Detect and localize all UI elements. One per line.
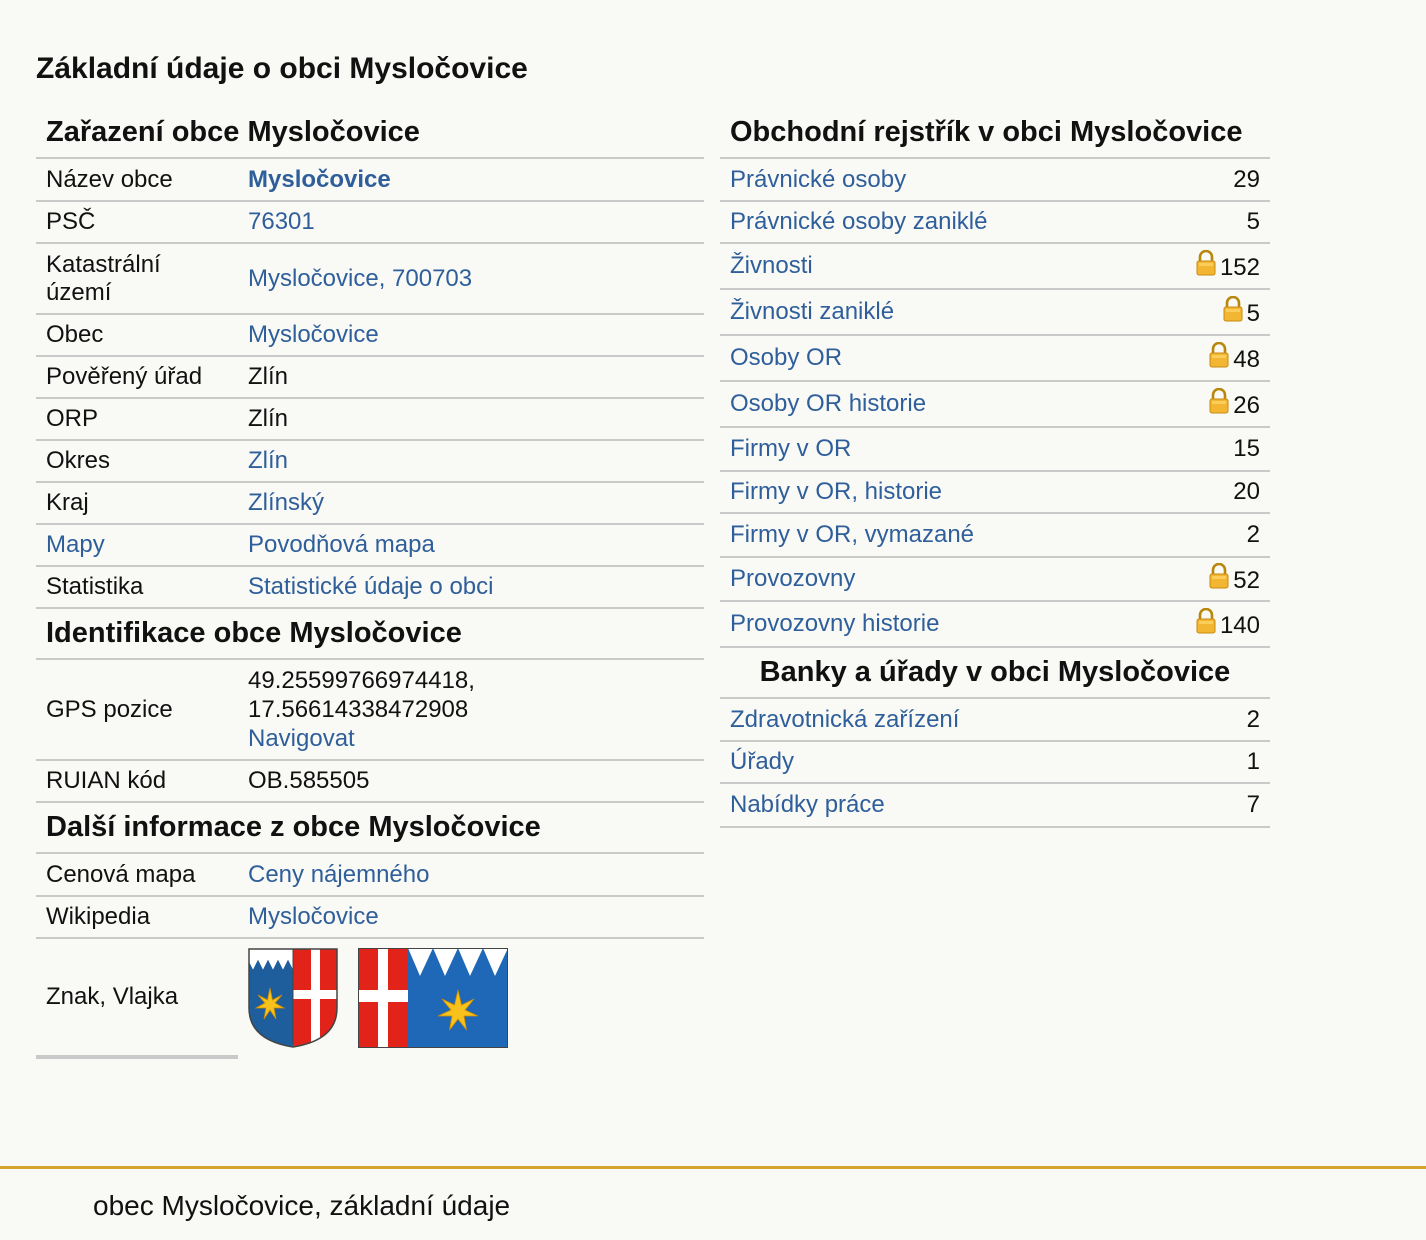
row-value: Zlín [238, 356, 704, 398]
table-row [720, 335, 1270, 381]
rejstrik-link[interactable]: Firmy v OR, vymazané [730, 521, 975, 548]
count-value: 5 [1246, 300, 1260, 327]
rejstrik-row-count [1130, 557, 1270, 601]
lock-icon [1209, 563, 1229, 589]
table-row [36, 398, 704, 440]
row-value: Zlín [238, 398, 704, 440]
footer-divider [0, 1166, 1426, 1169]
rejstrik-link[interactable]: Osoby OR historie [730, 390, 927, 417]
section-heading-dalsi: Další informace z obce Mysločovice [36, 803, 704, 854]
count-value: 29 [1233, 165, 1260, 193]
rejstrik-row-label [720, 381, 1130, 427]
table-row [36, 854, 704, 896]
statistika-link[interactable]: Statistické údaje o obci [248, 573, 494, 600]
count-value: 140 [1219, 612, 1260, 639]
rejstrik-row-label [720, 557, 1130, 601]
row-label: PSČ [36, 201, 238, 243]
rejstrik-row-count [1130, 335, 1270, 381]
rejstrik-row-label [720, 243, 1130, 289]
table-row [36, 356, 704, 398]
navigate-link[interactable]: Navigovat [248, 725, 355, 752]
row-label: Znak, Vlajka [36, 938, 238, 1056]
banky-link[interactable]: Zdravotnická zařízení [730, 705, 960, 733]
gps-longitude: 17.56614338472908 [248, 696, 469, 723]
row-value: OB.585505 [238, 760, 704, 802]
identifikace-table [36, 660, 704, 803]
rejstrik-link[interactable]: Právnické osoby [730, 165, 907, 193]
lock-icon [1209, 342, 1229, 368]
rejstrik-row-count [1130, 159, 1270, 201]
rejstrik-link[interactable]: Firmy v OR, historie [730, 478, 943, 505]
row-value [238, 201, 704, 243]
row-value [238, 314, 704, 356]
table-row [36, 760, 704, 802]
povodnova-mapa-link[interactable]: Povodňová mapa [248, 531, 435, 558]
table-row [720, 159, 1270, 201]
banky-row-count [1130, 741, 1270, 783]
banky-link[interactable]: Nabídky práce [730, 791, 885, 818]
rejstrik-row-count [1130, 201, 1270, 243]
count-value: 48 [1233, 346, 1260, 373]
row-value [238, 159, 704, 201]
page-title: Základní údaje o obci Mysločovice [36, 52, 528, 85]
section-heading-rejstrik: Obchodní rejstřík v obci Mysločovice [720, 108, 1270, 159]
row-value [238, 524, 704, 566]
banky-row-label [720, 699, 1130, 741]
rejstrik-row-count [1130, 601, 1270, 647]
table-row [36, 524, 704, 566]
row-value [238, 938, 704, 1056]
table-row [36, 660, 704, 760]
rejstrik-row-label [720, 289, 1130, 335]
table-row [720, 201, 1270, 243]
obec-name-link[interactable]: Mysločovice [248, 165, 391, 193]
row-label: Kraj [36, 482, 238, 524]
count-value: 152 [1219, 254, 1260, 281]
table-row [36, 938, 704, 1056]
row-label: Pověřený úřad [36, 356, 238, 398]
table-row [720, 741, 1270, 783]
table-row [36, 482, 704, 524]
count-value: 20 [1233, 478, 1260, 505]
kraj-link[interactable]: Zlínský [248, 489, 325, 516]
rejstrik-table [720, 159, 1270, 648]
emblems [248, 948, 694, 1048]
table-row [720, 427, 1270, 471]
wikipedia-link[interactable]: Mysločovice [248, 903, 379, 930]
count-value: 1 [1246, 748, 1260, 775]
section-heading-banky: Banky a úřady v obci Mysločovice [720, 648, 1270, 699]
row-label: RUIAN kód [36, 760, 238, 802]
rejstrik-link[interactable]: Osoby OR [730, 344, 843, 371]
banky-table [720, 699, 1270, 828]
count-value: 52 [1233, 567, 1260, 594]
table-row [720, 471, 1270, 513]
coat-of-arms-image[interactable] [248, 948, 338, 1048]
row-value [238, 243, 704, 314]
right-column [720, 108, 1270, 828]
rejstrik-link[interactable]: Provozovny historie [730, 610, 940, 637]
psc-link[interactable]: 76301 [248, 208, 315, 235]
banky-row-count [1130, 783, 1270, 827]
row-label: Katastrální území [36, 243, 238, 314]
row-label [36, 524, 238, 566]
table-row [36, 566, 704, 608]
dalsi-table [36, 854, 704, 1057]
rejstrik-row-count [1130, 243, 1270, 289]
table-row [720, 699, 1270, 741]
row-value [238, 482, 704, 524]
rejstrik-row-count [1130, 427, 1270, 471]
table-row [720, 557, 1270, 601]
table-row [36, 314, 704, 356]
table-row [720, 289, 1270, 335]
table-row [720, 601, 1270, 647]
rejstrik-row-label [720, 513, 1130, 557]
left-column [36, 108, 704, 1059]
lock-icon [1196, 250, 1216, 276]
table-row [720, 513, 1270, 557]
count-value: 2 [1246, 521, 1260, 548]
row-label: Okres [36, 440, 238, 482]
rejstrik-row-label [720, 427, 1130, 471]
table-row [720, 381, 1270, 427]
row-value [238, 566, 704, 608]
rejstrik-link[interactable]: Právnické osoby zaniklé [730, 208, 988, 235]
row-value [238, 660, 704, 760]
rejstrik-row-label [720, 159, 1130, 201]
banky-row-label [720, 741, 1130, 783]
table-row [36, 440, 704, 482]
banky-link[interactable]: Úřady [730, 748, 795, 775]
table-row [36, 159, 704, 201]
count-value: 15 [1233, 435, 1260, 462]
rejstrik-row-label [720, 335, 1130, 381]
zarazeni-table [36, 159, 704, 609]
rejstrik-row-count [1130, 381, 1270, 427]
rejstrik-row-count [1130, 471, 1270, 513]
banky-row-count [1130, 699, 1270, 741]
section-heading-identifikace: Identifikace obce Mysločovice [36, 609, 704, 660]
row-label: ORP [36, 398, 238, 440]
katastralni-uzemi-link[interactable]: Mysločovice, 700703 [248, 264, 473, 292]
gps-latitude: 49.25599766974418, [248, 667, 475, 694]
row-value [238, 896, 704, 938]
flag-image[interactable] [358, 948, 508, 1048]
count-value: 7 [1246, 791, 1260, 818]
rejstrik-link[interactable]: Firmy v OR [730, 435, 852, 462]
divider [36, 1057, 238, 1059]
rejstrik-link[interactable]: Živnosti zaniklé [730, 298, 895, 325]
row-label: Obec [36, 314, 238, 356]
row-label: Název obce [36, 159, 238, 201]
lock-icon [1223, 296, 1243, 322]
footer-text: obec Mysločovice, základní údaje [93, 1190, 511, 1221]
count-value: 5 [1246, 208, 1260, 235]
rejstrik-row-count [1130, 513, 1270, 557]
row-label: GPS pozice [36, 660, 238, 760]
rejstrik-row-label [720, 471, 1130, 513]
obec-link[interactable]: Mysločovice [248, 321, 379, 348]
row-value [238, 440, 704, 482]
rejstrik-link[interactable]: Provozovny [730, 565, 856, 592]
table-row [36, 243, 704, 314]
mapy-link[interactable]: Mapy [46, 531, 105, 558]
count-value: 2 [1246, 705, 1260, 733]
table-row [36, 896, 704, 938]
rejstrik-row-label [720, 201, 1130, 243]
rejstrik-link[interactable]: Živnosti [730, 252, 813, 279]
row-label: Statistika [36, 566, 238, 608]
lock-icon [1209, 388, 1229, 414]
row-value [238, 854, 704, 896]
row-label: Cenová mapa [36, 854, 238, 896]
ceny-najemneho-link[interactable]: Ceny nájemného [248, 860, 430, 888]
lock-icon [1196, 608, 1216, 634]
row-label: Wikipedia [36, 896, 238, 938]
table-row [36, 201, 704, 243]
okres-link[interactable]: Zlín [248, 447, 289, 474]
table-row [720, 783, 1270, 827]
count-value: 26 [1233, 392, 1260, 419]
banky-row-label [720, 783, 1130, 827]
section-heading-zarazeni: Zařazení obce Mysločovice [36, 108, 704, 159]
table-row [720, 243, 1270, 289]
rejstrik-row-label [720, 601, 1130, 647]
rejstrik-row-count [1130, 289, 1270, 335]
